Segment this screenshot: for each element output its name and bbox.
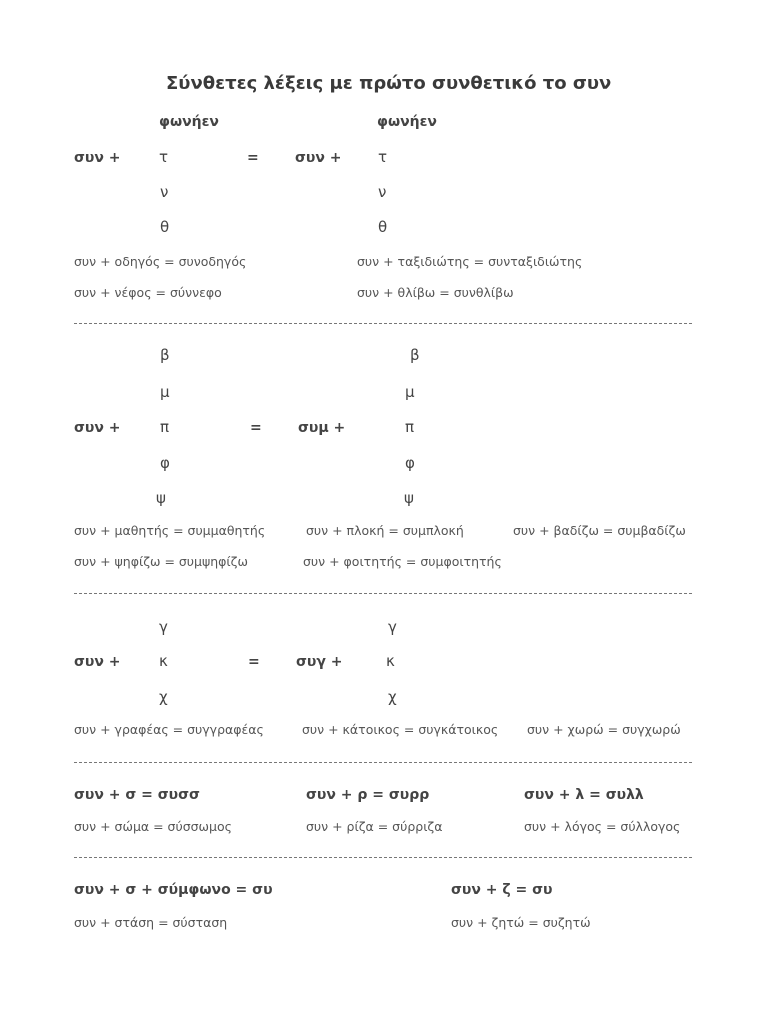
letter-right: μ	[405, 383, 415, 401]
example-text: συν + χωρώ = συγχωρώ	[527, 722, 681, 737]
example-text: συν + γραφέας = συγγραφέας	[74, 722, 264, 737]
divider	[74, 593, 692, 594]
letter-right: ν	[378, 183, 387, 201]
example-text: συν + ζητώ = συζητώ	[451, 915, 591, 930]
example-text: συν + κάτοικος = συγκάτοικος	[302, 722, 499, 737]
example-text: συν + μαθητής = συμμαθητής	[74, 523, 266, 538]
divider	[74, 762, 692, 763]
example-text: συν + λόγος = σύλλογος	[524, 819, 681, 834]
example-text: συν + οδηγός = συνοδηγός	[74, 254, 247, 269]
letter-left: γ	[159, 618, 168, 636]
prefix-left: συν +	[74, 654, 121, 670]
letter-right: γ	[388, 618, 397, 636]
rule-text: συν + ρ = συρρ	[306, 787, 430, 803]
example-text: συν + βαδίζω = συμβαδίζω	[513, 523, 686, 538]
letter-left: κ	[159, 652, 168, 670]
letter-left: θ	[160, 218, 170, 236]
letter-right: β	[410, 346, 420, 364]
example-text: συν + πλοκή = συμπλοκή	[306, 523, 464, 538]
letter-left: μ	[160, 383, 170, 401]
example-text: συν + θλίβω = συνθλίβω	[357, 285, 514, 300]
divider	[74, 323, 692, 324]
page-title: Σύνθετες λέξεις με πρώτο συνθετικό το συν	[166, 73, 612, 94]
letter-right: ψ	[404, 489, 414, 507]
prefix-right: συν +	[295, 150, 342, 166]
prefix-right: συμ +	[298, 420, 346, 436]
equals-sign: =	[250, 420, 262, 436]
letter-left: ψ	[156, 489, 166, 507]
letter-left: π	[160, 418, 170, 436]
letter-left: φ	[160, 454, 170, 472]
letter-left: τ	[159, 148, 169, 166]
example-text: συν + ταξιδιώτης = συνταξιδιώτης	[357, 254, 583, 269]
rule-text: συν + σ = συσσ	[74, 787, 200, 803]
letter-left: β	[160, 346, 170, 364]
rule-text: συν + σ + σύμφωνο = συ	[74, 882, 273, 898]
equals-sign: =	[248, 654, 260, 670]
letter-right: π	[405, 418, 415, 436]
letter-right: τ	[378, 148, 388, 166]
example-text: συν + ψηφίζω = συμψηφίζω	[74, 554, 248, 569]
letter-right: κ	[386, 652, 395, 670]
letter-right: θ	[378, 218, 388, 236]
example-text: συν + νέφος = σύννεφο	[74, 285, 222, 300]
letter-left: χ	[159, 688, 168, 706]
prefix-right: συγ +	[296, 654, 343, 670]
example-text: συν + φοιτητής = συμφοιτητής	[303, 554, 502, 569]
equals-sign: =	[247, 150, 259, 166]
vowel-heading-left: φωνήεν	[159, 114, 219, 130]
example-text: συν + σώμα = σύσσωμος	[74, 819, 232, 834]
rule-text: συν + ζ = συ	[451, 882, 553, 898]
rule-text: συν + λ = συλλ	[524, 787, 644, 803]
prefix-left: συν +	[74, 150, 121, 166]
vowel-heading-right: φωνήεν	[377, 114, 437, 130]
example-text: συν + στάση = σύσταση	[74, 915, 228, 930]
letter-right: χ	[388, 688, 397, 706]
divider	[74, 857, 692, 858]
prefix-left: συν +	[74, 420, 121, 436]
letter-right: φ	[405, 454, 415, 472]
example-text: συν + ρίζα = σύρριζα	[306, 819, 443, 834]
letter-left: ν	[160, 183, 169, 201]
